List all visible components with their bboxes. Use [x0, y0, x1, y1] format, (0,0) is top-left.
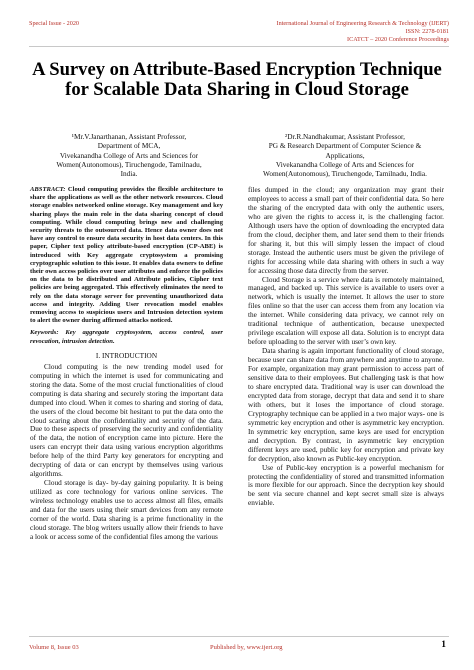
left-column	[30, 186, 223, 542]
header-right	[277, 20, 449, 44]
footer-divider	[29, 636, 449, 637]
abstract-text: Cloud computing provides the flexible architecture to share the applications as well as the other network resources. Cloud storage enables networked online storage. Key management and key sharing plays the main role in the data sharing concept of cloud computing. While cloud computing brings new and challenging security threats to the outsourced data. Hence data owner does not have any control to ensure data security in host data centers. In this paper, Cipher text policy attribute-based encryption (CP-ABE) is introduced with Key aggregate cryptosystem a promising cryptographic solution to this issue. It enables data owners to define their own access policies over user attributes and enforce the policies on the data to be distributed and Attribute policies, Cipher text policies are being aggregated. This effectively eliminates the need to rely on the data storage server for preventing unauthorized data access and integrity. Adding User revocation model enables removing access to suspicious users and Intrusion detection system to alert the owner during affirmed attacks noticed.	[30, 186, 223, 325]
footer-publisher: Published by, www.ijert.org	[210, 644, 283, 651]
paper-title: A Survey on Attribute-Based Encryption Technique for Scalable Data Sharing in Cloud Storage	[32, 59, 442, 100]
author-1-line: Vivekanandha College of Arts and Sciences for	[59, 150, 199, 160]
body-paragraph: Cloud computing is the new trending model used for computing in which the internet is used for communicating and storing the data. Some of the most crucial functionalities of cloud computing is data sharing and securely storing the important data dumped into cloud. When it comes to sharing and storing of data, the users of the cloud become bit hesitant to put the data onto the cloud scaring about the confidentiality and security of the data. Due to these aspects of preserving the security and confidentiality of the data, the notion of encryption came into picture. Here the users can encrypt their data using various encryption algorithms before help of the third Party key generators for encrypting and decrypting of data or can encrypt by themselves using various algorithms.	[30, 362, 223, 479]
author-1-line: ¹Mr.V.Janarthanan, Assistant Professor,	[71, 132, 187, 141]
body-paragraph: Cloud Storage is a service where data is remotely maintained, managed, and backed up. This service is available to users over a network, which is usually the internet. It allows the user to store files online so that the user can access them from any location via the internet. While considering data privacy, we cannot rely on traditional technique of authentication, because unexpected privilege escalation will expose all data. Solution is to encrypt data before uploading to the server with user’s own key.	[248, 275, 444, 347]
author-2-line: PG & Research Department of Computer Science &	[268, 141, 422, 151]
abstract-label: ABSTRACT:	[30, 186, 66, 193]
author-block-1	[40, 132, 218, 178]
keywords: Keywords: Key aggregate cryptosystem, access control, user revocation, intrusion detection.	[30, 329, 223, 345]
body-paragraph: Data sharing is again important functionality of cloud storage, because user can share data from anywhere and anytime to anyone. For example, organization may grant permission to access part of sensitive data to their employees. But challenging task is that how to share encrypted data. Traditional way is user can download the encrypted data from storage, decrypt that data and send it to share with others, but it loses the importance of cloud storage. Cryptography technique can be applied in a two major ways- one is symmetric key encryption and other is asymmetric key encryption. In symmetric key encryption, same keys are used for encryption and decryption. By contrast, in asymmetric key encryption different keys are used, public key for encryption and private key for decryption, also known as Public-key encryption.	[248, 347, 444, 463]
abstract	[30, 186, 223, 325]
author-1-line: Women(Autonomous), Tiruchengode, Tamilnadu,	[56, 159, 202, 169]
author-2-line: Women(Autonomous), Tiruchengode, Tamilnadu, India.	[263, 169, 427, 179]
page-number: 1	[441, 640, 446, 650]
author-2-line: Applications,	[325, 150, 365, 160]
author-2-line: ²Dr.R.Nandhakumar, Assistant Professor,	[285, 132, 405, 141]
conference-name: ICATCT – 2020 Conference Proceedings	[347, 36, 449, 43]
author-1-line: Department of MCA,	[97, 141, 161, 151]
right-column	[248, 186, 444, 508]
body-paragraph: Cloud storage is day- by-day gaining popularity. It is being utilized as core technology for various online services. The wireless technology enables use to access almost all files, emails and data for the users using their smart devices from any remote corner of the world. Data sharing is a prime functionality in the cloud storage. The blog writers usually allow their friends to have a look or access some of the confidential files among the various	[30, 479, 223, 541]
issn: ISSN: 2278-0181	[405, 28, 449, 35]
body-paragraph: files dumped in the cloud; any organization may grant their employees to access a small part of their confidential data. So here the sharing of the encrypted data with only the authentic users, who are given the rights to access it, is the challenging factor. Although users have the option of downloading the encrypted data from the cloud, decipher them, and later send them to their friends for sharing it, but this will simply lessen the impact of cloud storage. Instead the authentic users must be given the privilege of rights for accessing while data sharing with others in such a way for accessing those data directly from the server.	[248, 186, 444, 275]
header-left: Special Issue - 2020	[29, 20, 80, 27]
section-heading-introduction: I. INTRODUCTION	[95, 350, 158, 360]
body-paragraph: Use of Public-key encryption is a powerful mechanism for protecting the confidentiality of stored and transmitted information is more flexible for our approach. Since the decryption key should be sent via secure channel and kept secret small size is always enviable.	[248, 463, 444, 508]
journal-name: International Journal of Engineering Research & Technology (IJERT)	[276, 20, 449, 27]
footer-volume: Volume 8, Issue 03	[29, 644, 79, 651]
author-1-line: India.	[120, 169, 138, 179]
header-divider	[29, 46, 449, 47]
author-block-2	[246, 132, 444, 178]
author-2-line: Vivekanandha College of Arts and Sciences for	[275, 159, 415, 169]
